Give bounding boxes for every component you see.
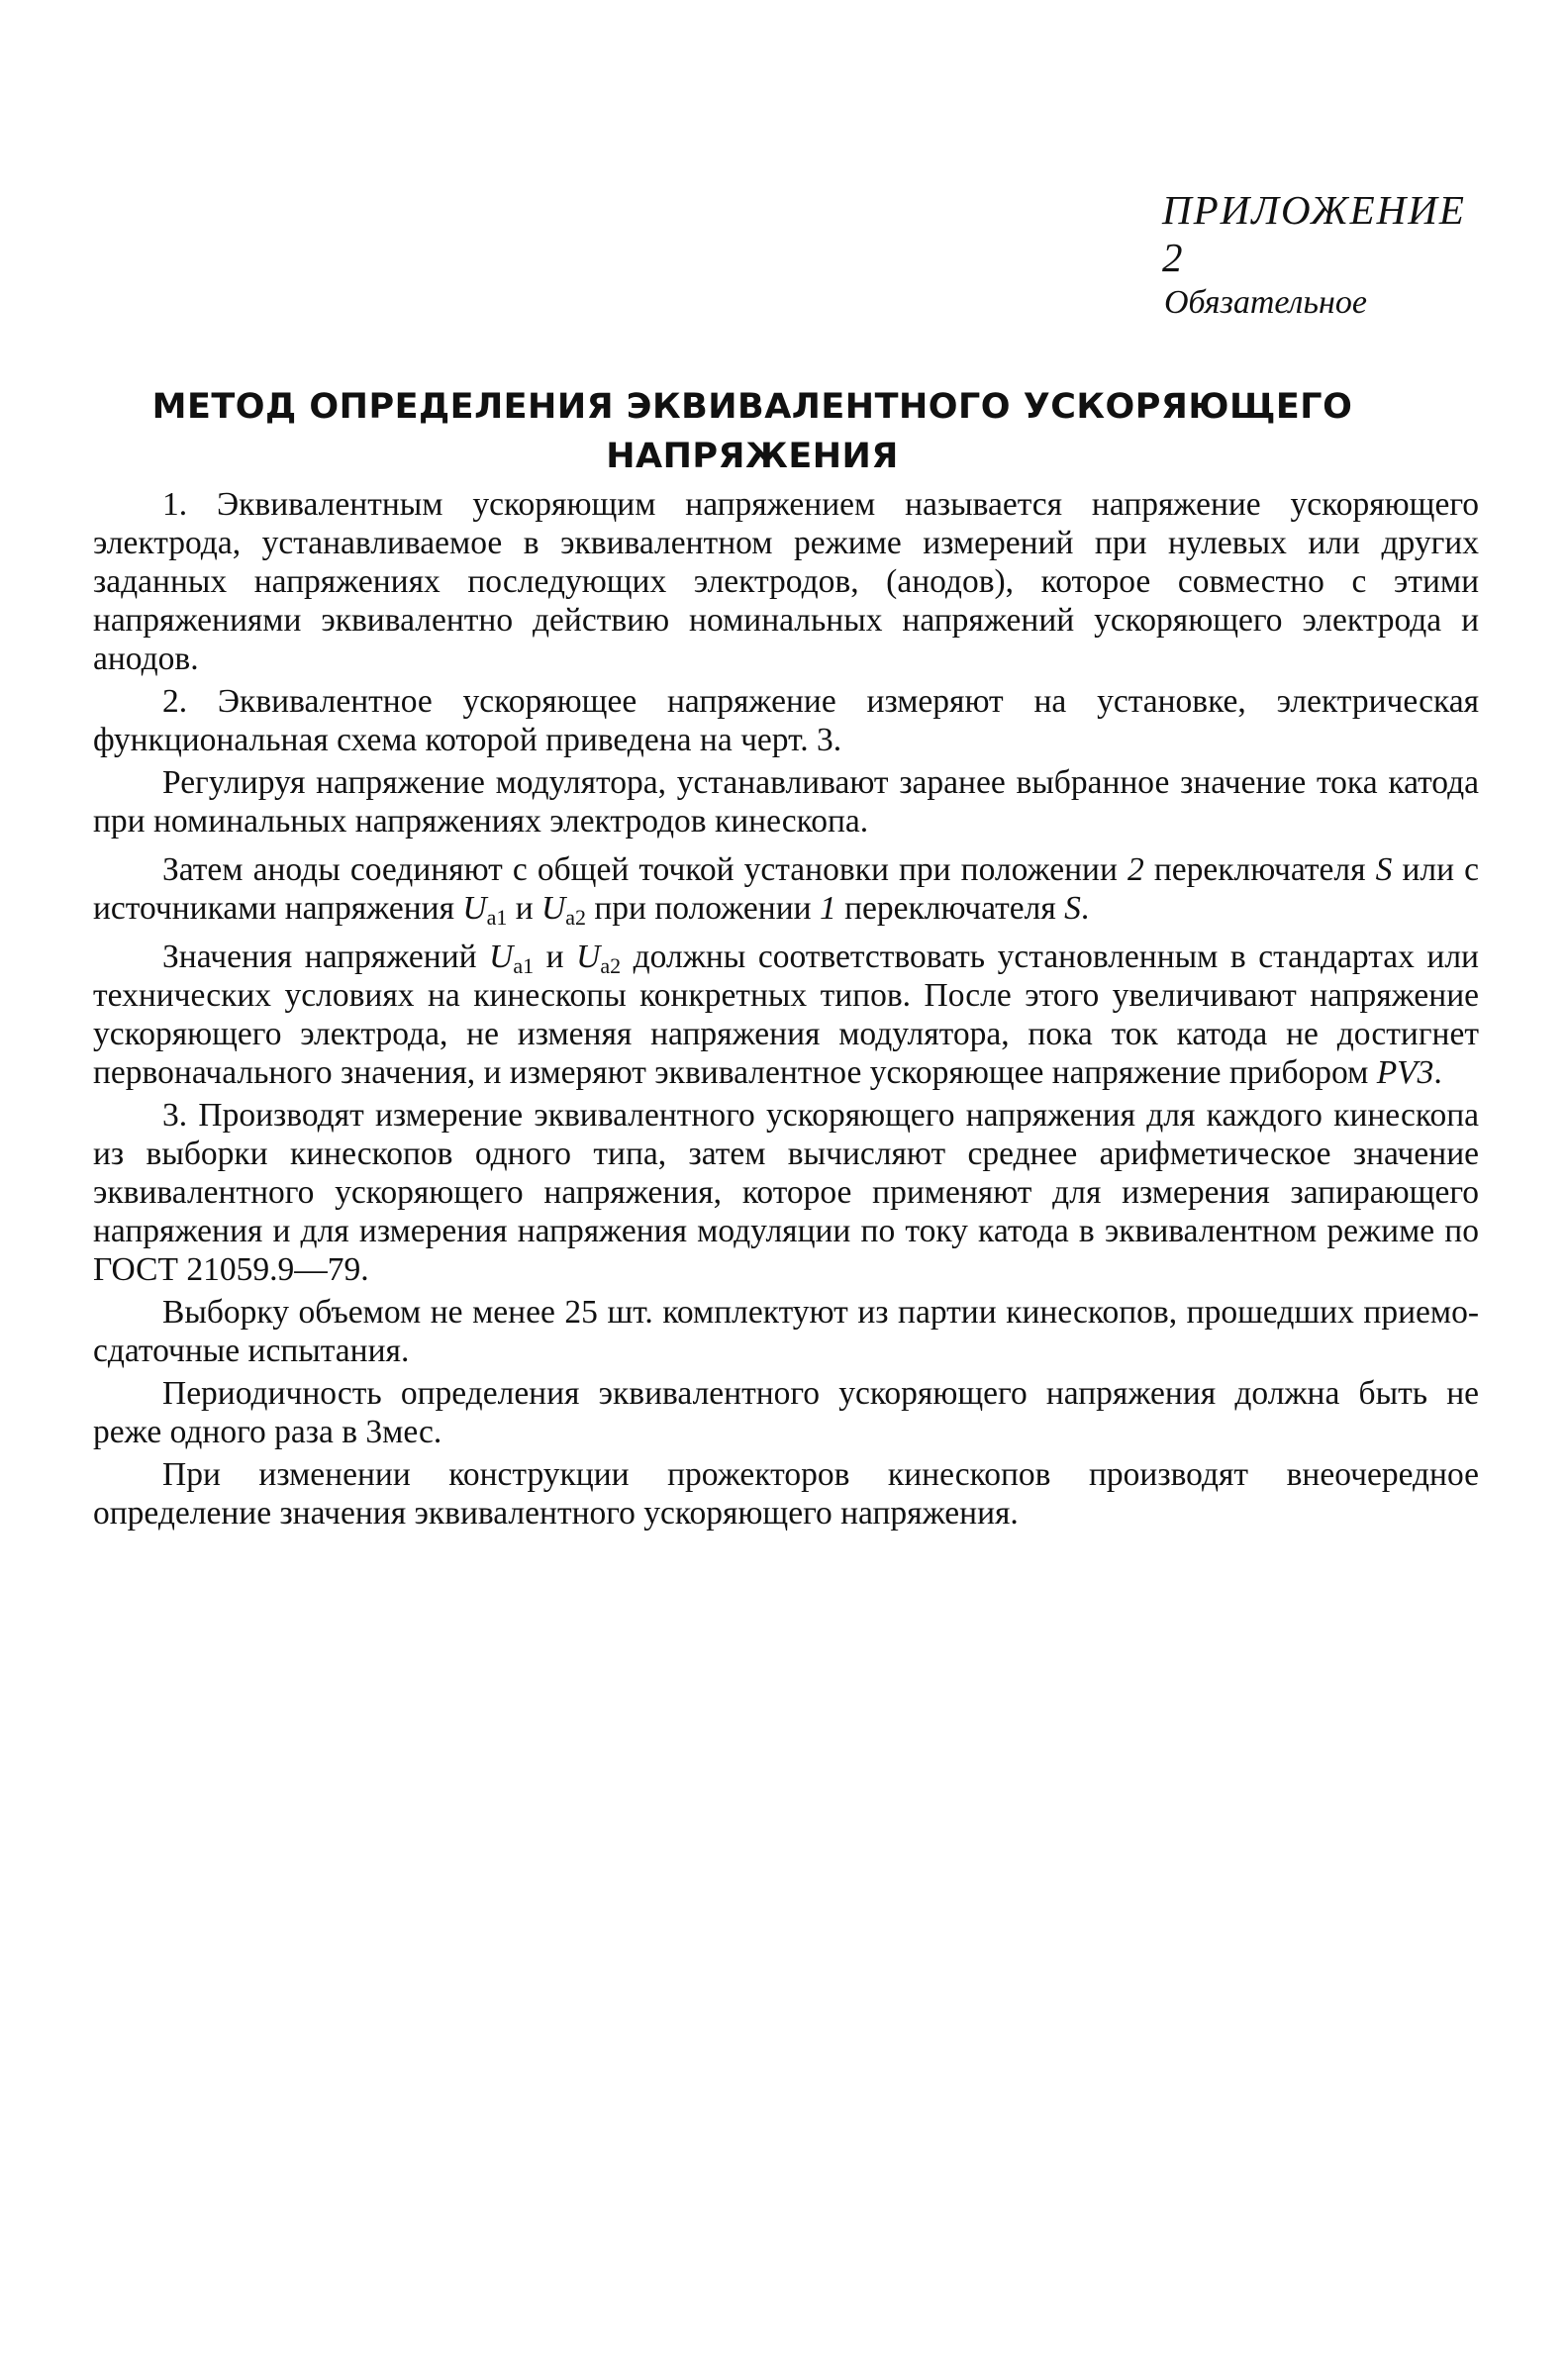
p4-subscript-a2: а2 (565, 905, 586, 930)
p4-text-5: при положении (586, 890, 820, 927)
heading-line-2: НАПРЯЖЕНИЯ (606, 437, 899, 476)
p4-text-4: и (507, 890, 542, 927)
p5-text-1: Значения напряжений (162, 939, 490, 975)
p4-switch-symbol-2: S (1064, 890, 1081, 927)
paragraph-4 (93, 850, 1479, 928)
paragraph-8: Периодичность определения эквивалентного ускоряющего напряжения должна быть не реже одного раза в 3мес. (93, 1375, 1479, 1450)
paragraph-5 (93, 938, 1479, 1092)
p5-text-4: . (1433, 1054, 1442, 1091)
p4-text-2: переключателя (1143, 851, 1376, 888)
p4-position-2: 2 (1127, 851, 1144, 888)
document-body (93, 485, 1479, 1536)
paragraph-3: Регулируя напряжение модулятора, устанавливают заранее выбранное значение тока катода при номинальных напряжениях электродов кинескопа. (93, 764, 1479, 840)
p4-subscript-a1: а1 (486, 905, 508, 930)
appendix-status: Обязательное (1164, 284, 1367, 321)
p4-voltage-symbol-2: U (541, 890, 566, 927)
paragraph-2: 2. Эквивалентное ускоряющее напряжение измеряют на установке, электрическая функциональная схема которой приведена на черт. 3. (93, 683, 1479, 758)
p4-voltage-symbol-1: U (462, 890, 487, 927)
paragraph-6: 3. Производят измерение эквивалентного ускоряющего напряжения для каждого кинескопа из выборки кинескопов одного типа, затем вычисляют среднее арифметическое значение эквивалентного ускоряющего напряжения, которое применяют для измерения запирающего напряжения и для измерения напряжения модуляции по току катода в эквивалентном режиме по ГОСТ 21059.9—79. (93, 1097, 1479, 1288)
paragraph-7: Выборку объемом не менее 25 шт. комплектуют из партии кинескопов, прошедших приемо-сдаточные испытания. (93, 1294, 1479, 1369)
p5-subscript-a1: а1 (513, 953, 535, 978)
p4-text-1: Затем аноды соединяют с общей точкой установки при положении (162, 851, 1127, 888)
section-heading (139, 382, 1366, 481)
p4-text-7: . (1080, 890, 1090, 927)
p4-text-6: переключателя (835, 890, 1065, 927)
p5-text-3: должны соответствовать установленным в стандартах или технических условиях на кинескопы конкретных типов. После этого увеличивают напряжение ускоряющего электрода, не изменяя напряжения модулятора, пока ток катода не достигнет первоначального значения, и измеряют эквивалентное ускоряющее напряжение прибором (93, 939, 1479, 1091)
heading-line-1: МЕТОД ОПРЕДЕЛЕНИЯ ЭКВИВАЛЕНТНОГО УСКОРЯЮЩЕГО (151, 387, 1353, 427)
appendix-title: ПРИЛОЖЕНИЕ 2 (1162, 187, 1466, 280)
p5-subscript-a2: а2 (600, 953, 622, 978)
paragraph-9: При изменении конструкции прожекторов кинескопов производят внеочередное определение значения эквивалентного ускоряющего напряжения. (93, 1456, 1479, 1532)
p4-position-1: 1 (819, 890, 836, 927)
p5-device-symbol: PV3 (1376, 1054, 1434, 1091)
p4-switch-symbol-1: S (1375, 851, 1393, 888)
p5-voltage-symbol-2: U (576, 939, 601, 975)
p5-voltage-symbol-1: U (489, 939, 514, 975)
p4-text-3: или с источниками напряжения (93, 851, 1479, 927)
appendix-header (1162, 186, 1499, 325)
paragraph-1: 1. Эквивалентным ускоряющим напряжением называется напряжение ускоряющего электрода, устанавливаемое в эквивалентном режиме измерений при нулевых или других заданных напряжениях последующих электродов, (анодов), которое совместно с этими напряжениями эквивалентно действию номинальных напряжений ускоряющего электрода и анодов. (93, 486, 1479, 677)
p5-text-2: и (534, 939, 577, 975)
